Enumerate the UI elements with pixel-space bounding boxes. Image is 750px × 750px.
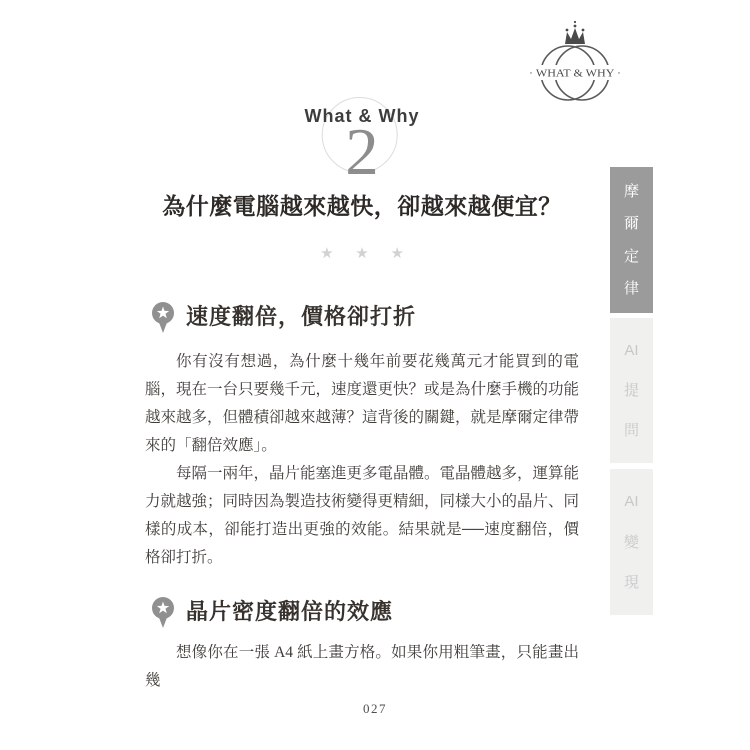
section-heading-text: 晶片密度翻倍的效應 — [186, 599, 394, 624]
tab-char: 變 — [623, 533, 639, 551]
section-body — [145, 348, 579, 572]
section-heading — [150, 301, 584, 335]
side-tab-moores-law[interactable] — [610, 167, 653, 313]
tab-char: 提 — [623, 382, 639, 399]
tab-char: AI — [624, 493, 639, 511]
star-pin-icon — [150, 301, 176, 335]
tab-char: 摩 — [623, 183, 639, 201]
logo-text: · WHAT & WHY · — [529, 67, 621, 80]
section-body — [145, 639, 579, 695]
tab-char: 爾 — [623, 215, 639, 233]
series-label: What & Why — [304, 106, 420, 126]
tab-char: 律 — [623, 279, 639, 297]
divider-stars: ★ ★ ★ — [320, 246, 413, 262]
section-heading-text: 速度翻倍，價格卻打折 — [186, 304, 417, 329]
star-pin-icon — [150, 596, 176, 630]
paragraph: 你有沒有想過，為什麼十幾年前要花幾萬元才能買到的電腦，現在一台只要幾千元，速度還更快？或是為什麼手機的功能越來越多，但體積卻越來越薄？這背後的關鍵，就是摩爾定律帶來的「翻倍效應」。 — [145, 353, 580, 454]
section-heading — [150, 596, 584, 630]
chapter-title: 為什麼電腦越來越快，卻越來越便宜？ — [162, 194, 562, 219]
side-tab-ai-questions[interactable] — [610, 318, 653, 463]
paragraph: 每隔一兩年，晶片能塞進更多電晶體。電晶體越多，運算能力就越強；同時因為製造技術變得更精細，同樣大小的晶片、同樣的成本，卻能打造出更強的效能。結果就是──速度翻倍，價格卻打折。 — [145, 465, 580, 566]
paragraph: 想像你在一張 A4 紙上畫方格。如果你用粗筆畫，只能畫出幾 — [145, 644, 579, 689]
side-tab-ai-monetize[interactable] — [610, 469, 653, 615]
page-number: 027 — [363, 701, 387, 716]
chapter-number: 2 — [345, 115, 379, 189]
tab-char: AI — [624, 342, 639, 359]
tab-char: 現 — [623, 573, 639, 591]
tab-char: 問 — [623, 422, 639, 439]
tab-char: 定 — [623, 247, 639, 265]
chapter-badge — [145, 0, 579, 210]
